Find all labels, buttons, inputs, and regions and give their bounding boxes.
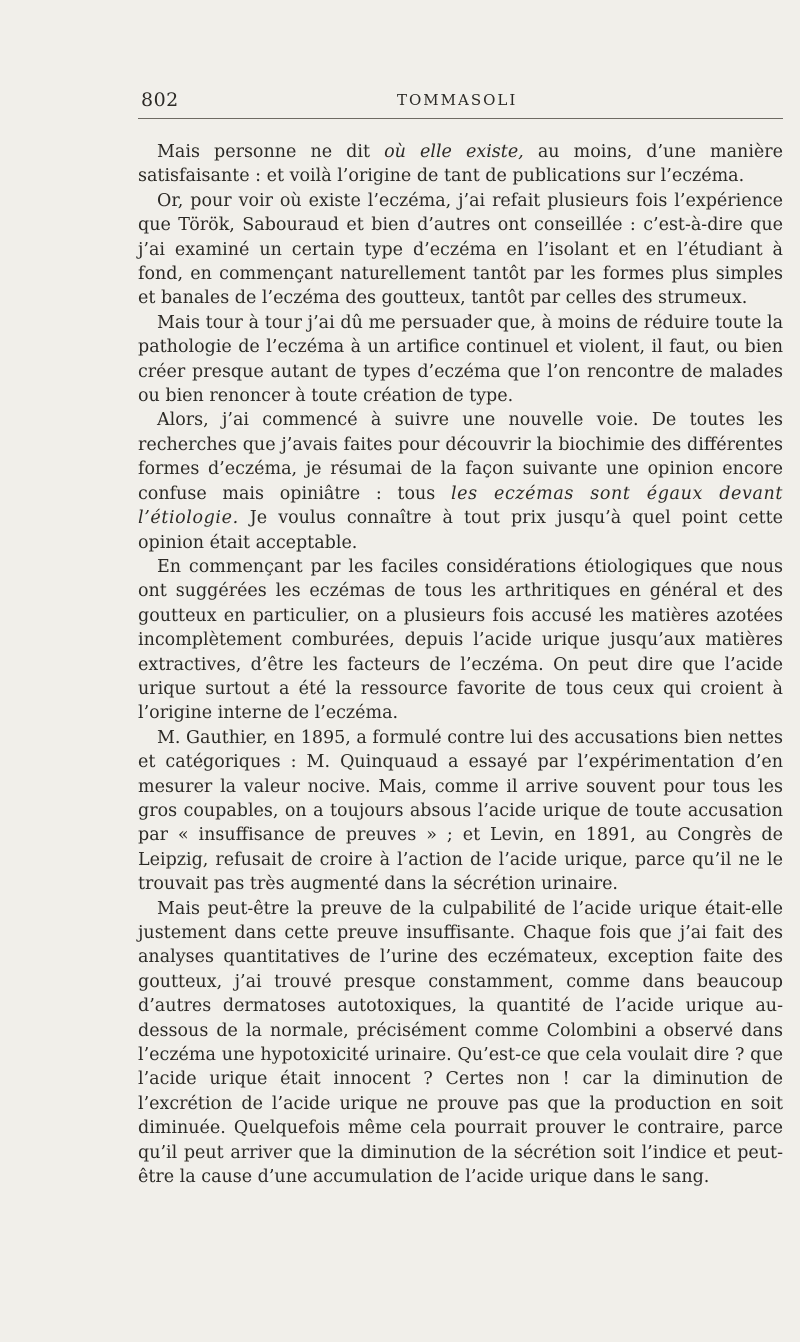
text-segment: En commençant par les faciles considérations étiologiques que nous ont suggérées les eczémas de tous les arthritiques en général et des goutteux en particulier, on a plusieurs fois accusé les matières azotées incomplètement comburées, depuis l’acide urique jusqu’aux matières extractives, d’être les facteurs de l’eczéma. On peut dire que l’acide urique surtout a été la ressource favorite de tous ceux qui croient à l’origine interne de l’eczéma. [138,556,783,724]
paragraph [138,726,783,897]
paragraph [138,311,783,409]
text-segment: Mais tour à tour j’ai dû me persuader que, à moins de réduire toute la pathologie de l’eczéma à un artifice continuel et violent, il faut, ou bien créer presque autant de types d’eczéma que l’on rencontre de malades ou bien renoncer à toute création de type. [138,312,783,407]
text-segment: Je voulus connaître à tout prix jusqu’à quel point cette opinion était acceptable. [138,508,783,553]
paragraph [138,408,783,554]
running-title: TOMMASOLI [397,91,518,109]
running-head [138,86,783,119]
paragraph [138,189,783,311]
text-segment: Mais personne ne dit [157,142,385,162]
text-segment: Alors, j’ai commencé à suivre une nouvelle voie. De toutes les recherches que j’avais faites pour découvrir la biochimie des différentes formes d’eczéma, je résumai de la façon suivante une opinion encore confuse mais opiniâtre : tous [138,410,783,504]
text-segment: Or, pour voir où existe l’eczéma, j’ai refait plusieurs fois l’expérience que Török, Sabouraud et bien d’autres ont conseillée : c’est-à-dire que j’ai examiné un certain type d’eczéma en l’isolant et en l’étudiant à fond, en commençant naturellement tantôt par les formes plus simples et banales de l’eczéma des goutteux, tantôt par celles des strumeux. [138,190,783,309]
paragraph [138,140,783,189]
paragraph [138,555,783,726]
italic-text: où elle existe, [384,142,524,162]
text-segment: au moins, d’une manière satisfaisante : et voilà l’origine de tant de publications sur l’eczéma. [138,142,783,187]
paragraph [138,897,783,1190]
body-text [138,140,783,1189]
text-segment: Mais peut-être la preuve de la culpabilité de l’acide urique était-elle justement dans cette preuve insuffisante. Chaque fois que j’ai fait des analyses quantitatives de l’urine des eczémateux, exception faite des goutteux, j’ai trouvé presque constamment, comme dans beaucoup d’autres dermatoses autotoxiques, la quantité de l’acide urique au-dessous de la normale, précisément comme Colombini a observé dans l’eczéma une hypotoxicité urinaire. Qu’est-ce que cela voulait dire ? que l’acide urique était innocent ? Certes non ! car la diminution de l’excrétion de l’acide urique ne prouve pas que la production en soit diminuée. Quelquefois même cela pourrait prouver le contraire, parce qu’il peut arriver que la diminution de la sécrétion soit l’indice et peut-être la cause d’une accumulation de l’acide urique dans le sang. [138,898,783,1188]
text-segment: M. Gauthier, en 1895, a formulé contre lui des accusations bien nettes et catégoriques : M. Quinquaud a essayé par l’expérimentation d’en mesurer la valeur nocive. Mais, comme il arrive souvent pour tous les gros coupables, on a toujours absous l’acide urique de toute accusation par « insuffisance de preuves » ; et Levin, en 1891, au Congrès de Leipzig, refusait de croire à l’action de l’acide urique, parce qu’il ne le trouvait pas très augmenté dans la sécrétion urinaire. [138,727,783,895]
page-number: 802 [141,89,179,111]
italic-text: les eczémas sont égaux devant l’étiologie. [138,483,783,529]
